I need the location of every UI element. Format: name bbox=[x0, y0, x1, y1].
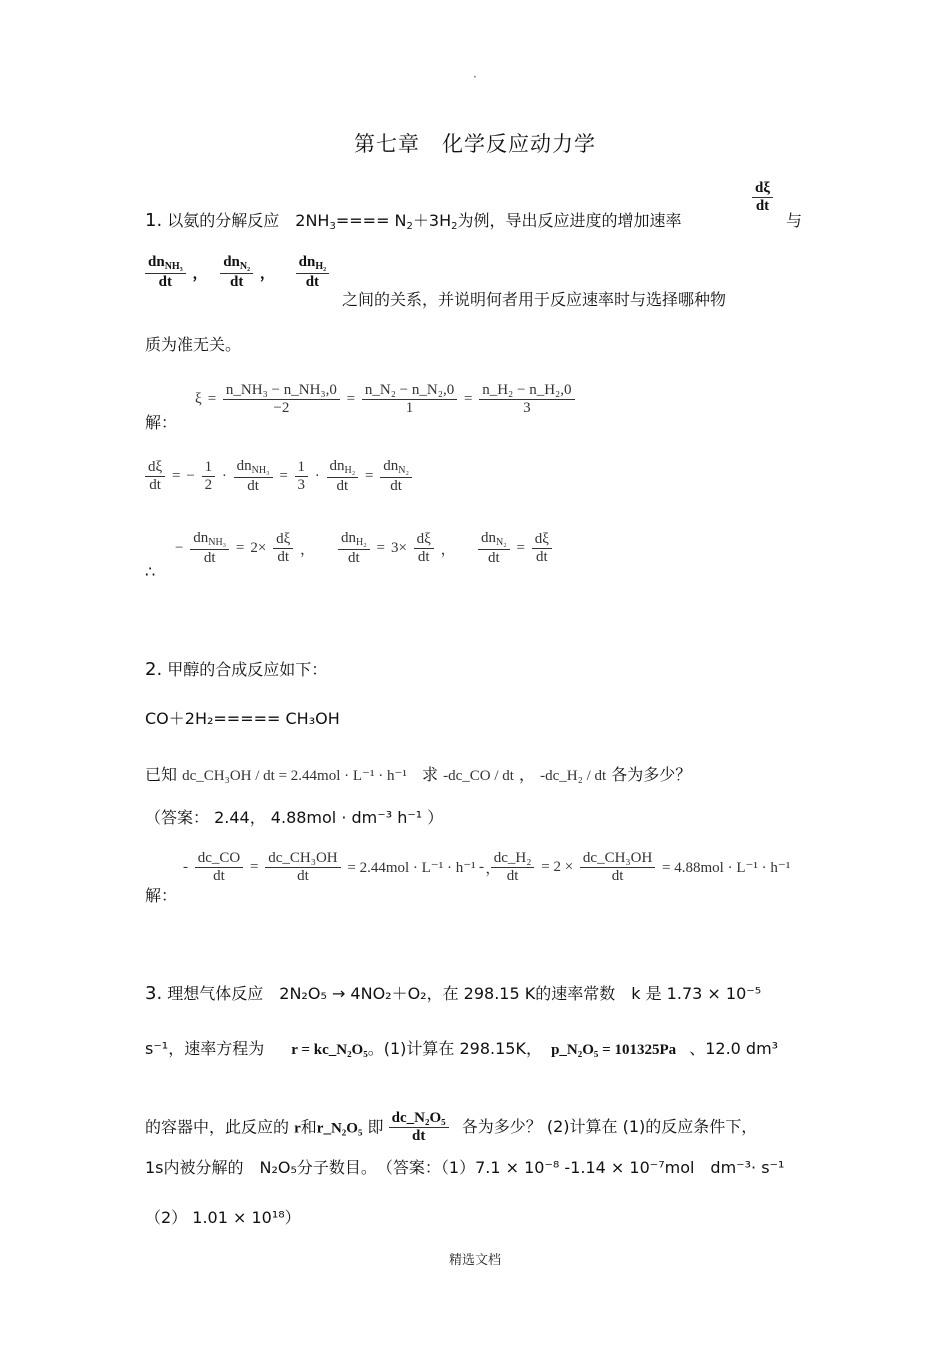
dn: dn bbox=[148, 254, 165, 270]
minus: − bbox=[175, 539, 184, 556]
q2-heading-line bbox=[145, 657, 327, 680]
q3-rate-eq: r = kc_N₂O₅ bbox=[291, 1042, 368, 1058]
frac-den: dt bbox=[414, 548, 434, 566]
frac-num: dξ bbox=[534, 530, 549, 547]
q3-line1 bbox=[145, 981, 761, 1004]
q3-he: 和 bbox=[300, 1117, 317, 1137]
eq: = bbox=[171, 467, 181, 484]
times: 3× bbox=[390, 539, 407, 556]
q3-r: r bbox=[294, 1120, 301, 1137]
q3-line2-b: 。(1)计算在 298.15K， bbox=[367, 1039, 542, 1058]
frac-den: dt bbox=[327, 477, 359, 495]
q1-solution-label: 解： bbox=[145, 413, 178, 432]
q3-line4: 1s内被分解的 N₂O₅分子数目。 （答案：（1）7.1 × 10⁻⁸ -1.14 × 10⁻⁷mol dm⁻³· s⁻¹ bbox=[145, 1158, 785, 1177]
frac-den: dt bbox=[389, 1127, 449, 1145]
q1-sub2: 2 bbox=[406, 221, 413, 232]
dot: · bbox=[314, 467, 320, 484]
frac-den: 3 bbox=[295, 476, 309, 494]
frac-num: n_N₂ − n_N₂,0 bbox=[364, 382, 455, 398]
q3-rn2o5: r_N₂O₅ bbox=[316, 1120, 363, 1137]
q1-xi-equation bbox=[192, 382, 575, 418]
sub-n2: N₂ bbox=[398, 465, 409, 476]
q1-sub3: 3 bbox=[329, 221, 336, 232]
q2-known-line: 已知 dc_CH₃OH / dt = 2.44mol · L⁻¹ · h⁻¹ 求 -dc_CO / dt ， -dc_H₂ / dt 各为多少？ bbox=[145, 765, 692, 784]
q3-number: 3. bbox=[145, 983, 163, 1004]
header-mark: · bbox=[473, 70, 477, 84]
q2-number: 2. bbox=[145, 659, 163, 680]
frac-num: 1 bbox=[297, 458, 306, 475]
frac-num: n_H₂ − n_H₂,0 bbox=[482, 382, 572, 398]
frac-den: dt bbox=[491, 867, 535, 885]
dn: dn bbox=[329, 458, 345, 474]
q1-number: 1. bbox=[145, 210, 163, 231]
frac-den: 3 bbox=[479, 399, 574, 417]
dn: dn bbox=[193, 530, 209, 546]
q3-line2-c: 、12.0 dm³ bbox=[689, 1039, 779, 1058]
q1-result-2 bbox=[338, 530, 459, 567]
frac-num: dc_CH₃OH bbox=[268, 850, 338, 866]
sub-h2: H₂ bbox=[315, 261, 327, 272]
dot: · bbox=[221, 467, 227, 484]
q1-derivative-equation bbox=[145, 458, 412, 495]
xi: ξ bbox=[195, 391, 202, 408]
q3-line3-a: 的容器中，此反应的 bbox=[145, 1117, 290, 1137]
frac-num: n_NH₃ − n_NH₃,0 bbox=[225, 382, 337, 398]
q1-sub2b: 2 bbox=[451, 221, 458, 232]
q1-text-a: 以氨的分解反应 2NH bbox=[167, 211, 330, 230]
q1-dxi-dt bbox=[752, 180, 773, 216]
q1-text-d: 为例，导出反应进度的增加速率 bbox=[457, 211, 682, 230]
frac-den: dt bbox=[296, 273, 329, 291]
eq: = bbox=[516, 539, 525, 556]
frac-num: dc_CO bbox=[197, 850, 241, 866]
frac-den: dt bbox=[195, 867, 244, 885]
q2-ask1: -dc_CO / dt bbox=[443, 768, 514, 784]
q3-pressure: p_N₂O₅ = 101325Pa bbox=[551, 1042, 677, 1058]
comma: ， bbox=[440, 541, 456, 558]
q2-sol2-value: = 4.88mol · L⁻¹ · h⁻¹ bbox=[662, 860, 791, 877]
minus: - bbox=[183, 859, 188, 876]
dn: dn bbox=[341, 530, 356, 546]
minus: − bbox=[186, 467, 195, 484]
dn: dn bbox=[236, 458, 252, 474]
frac-den: dt bbox=[273, 548, 293, 566]
sub-n2: N₂ bbox=[496, 537, 507, 548]
frac-num: dξ bbox=[276, 530, 291, 547]
frac-den: dt bbox=[145, 273, 186, 291]
q2-given: dc_CH₃OH / dt = 2.44mol · L⁻¹ · h⁻¹ bbox=[182, 768, 407, 784]
sub-nh3: NH₃ bbox=[251, 465, 270, 476]
q1-text-f: 质为准无关。 bbox=[145, 335, 242, 354]
q3-line5: （2） 1.01 × 10¹⁸） bbox=[145, 1208, 301, 1227]
frac-den: dt bbox=[190, 549, 229, 567]
times: 2× bbox=[250, 539, 267, 556]
eq: = bbox=[463, 391, 473, 408]
q1-rate-terms bbox=[145, 254, 329, 291]
q2-reaction: CO＋2H₂===== CH₃OH bbox=[145, 709, 340, 728]
frac-den: dt bbox=[752, 197, 773, 215]
frac-num: dc_CH₃OH bbox=[582, 850, 653, 866]
dn: dn bbox=[298, 254, 316, 270]
eq: = bbox=[376, 539, 385, 556]
sub-h2: H₂ bbox=[344, 465, 356, 476]
comma: ， bbox=[259, 265, 275, 282]
frac-num: dc_H₂ bbox=[493, 850, 532, 866]
q3-line2-a: s⁻¹，速率方程为 bbox=[145, 1039, 265, 1058]
eq: = bbox=[279, 467, 288, 484]
q3-line3-b: 各为多少？ (2)计算在 (1)的反应条件下， bbox=[461, 1117, 758, 1137]
frac-den: dt bbox=[580, 867, 655, 885]
q1-text-c: ＋3H bbox=[412, 211, 452, 230]
q3-line1-text: 理想气体反应 2N₂O₅ → 4NO₂＋O₂，在 298.15 K的速率常数 k 是 1.73 × 10⁻⁵ bbox=[167, 984, 762, 1003]
frac-num: dξ bbox=[416, 530, 431, 547]
q1-result-3 bbox=[478, 530, 552, 567]
q3-line3 bbox=[145, 1110, 757, 1146]
q2-qiu: 求 bbox=[421, 765, 438, 784]
frac-num: dc_N₂O₅ bbox=[391, 1110, 446, 1126]
frac-den: dt bbox=[145, 476, 165, 494]
dn: dn bbox=[481, 530, 496, 546]
q2-known-prefix: 已知 bbox=[145, 765, 178, 784]
eq: = bbox=[346, 391, 356, 408]
dn: dn bbox=[223, 254, 240, 270]
frac-den: dt bbox=[220, 273, 253, 291]
q2-sol2-mid: = 2 × bbox=[541, 859, 574, 876]
sub-nh3: NH₃ bbox=[208, 537, 227, 548]
q3-ji: 即 bbox=[367, 1117, 384, 1137]
q1-result-1 bbox=[172, 530, 318, 567]
frac-den: dt bbox=[265, 867, 340, 885]
q1-intro-line bbox=[145, 208, 682, 232]
frac-den: dt bbox=[380, 477, 412, 495]
page-footer: 精选文档 bbox=[448, 1253, 501, 1268]
q3-line2 bbox=[145, 1036, 778, 1059]
eq: = bbox=[207, 391, 217, 408]
minus: - bbox=[479, 859, 484, 876]
frac-num: dξ bbox=[755, 180, 771, 196]
q2-solution-label: 解： bbox=[145, 886, 178, 905]
q1-yu: 与 bbox=[786, 211, 803, 230]
frac-den: 2 bbox=[202, 476, 216, 494]
q2-sol1-value: = 2.44mol · L⁻¹ · h⁻¹ bbox=[347, 860, 476, 877]
frac-den: −2 bbox=[223, 399, 340, 417]
frac-num: dξ bbox=[148, 458, 163, 475]
page-title: 第七章 化学反应动力学 bbox=[354, 132, 596, 156]
q2-solution-1: - $\frac{dc\_CO}{dt}$ = $\frac{\text{dc\_CH₃OH}}{dt}$ = 2.44mol · L⁻¹ · h⁻¹ ， bbox=[180, 850, 503, 886]
eq: = bbox=[365, 467, 374, 484]
frac-den: dt bbox=[532, 548, 552, 566]
frac-num: 1 bbox=[204, 458, 213, 475]
q2-ask-suffix: 各为多少？ bbox=[611, 765, 692, 784]
q1-therefore: ∴ bbox=[145, 562, 156, 581]
q2-solution-2 bbox=[476, 850, 793, 886]
q1-text-b: ==== N bbox=[335, 211, 407, 230]
eq: = bbox=[235, 539, 245, 556]
comma: ， bbox=[192, 265, 208, 282]
comma: ， bbox=[300, 541, 316, 558]
q2-ask2: -dc_H₂ / dt bbox=[540, 768, 607, 784]
sub-nh3: NH₃ bbox=[164, 261, 183, 272]
frac-den: 1 bbox=[362, 399, 457, 417]
sub-h2: H₂ bbox=[356, 537, 367, 548]
sub-n2: N₂ bbox=[239, 261, 251, 272]
frac-den: dt bbox=[338, 549, 370, 567]
dn: dn bbox=[383, 458, 399, 474]
q2-heading: 甲醇的合成反应如下： bbox=[167, 660, 328, 679]
frac-den: dt bbox=[478, 549, 510, 567]
frac-den: dt bbox=[234, 477, 273, 495]
q1-text-e: 之间的关系，并说明何者用于反应速率时与选择哪种物 bbox=[342, 290, 727, 309]
q2-answer: （答案： 2.44， 4.88mol · dm⁻³ h⁻¹ ） bbox=[145, 808, 444, 827]
